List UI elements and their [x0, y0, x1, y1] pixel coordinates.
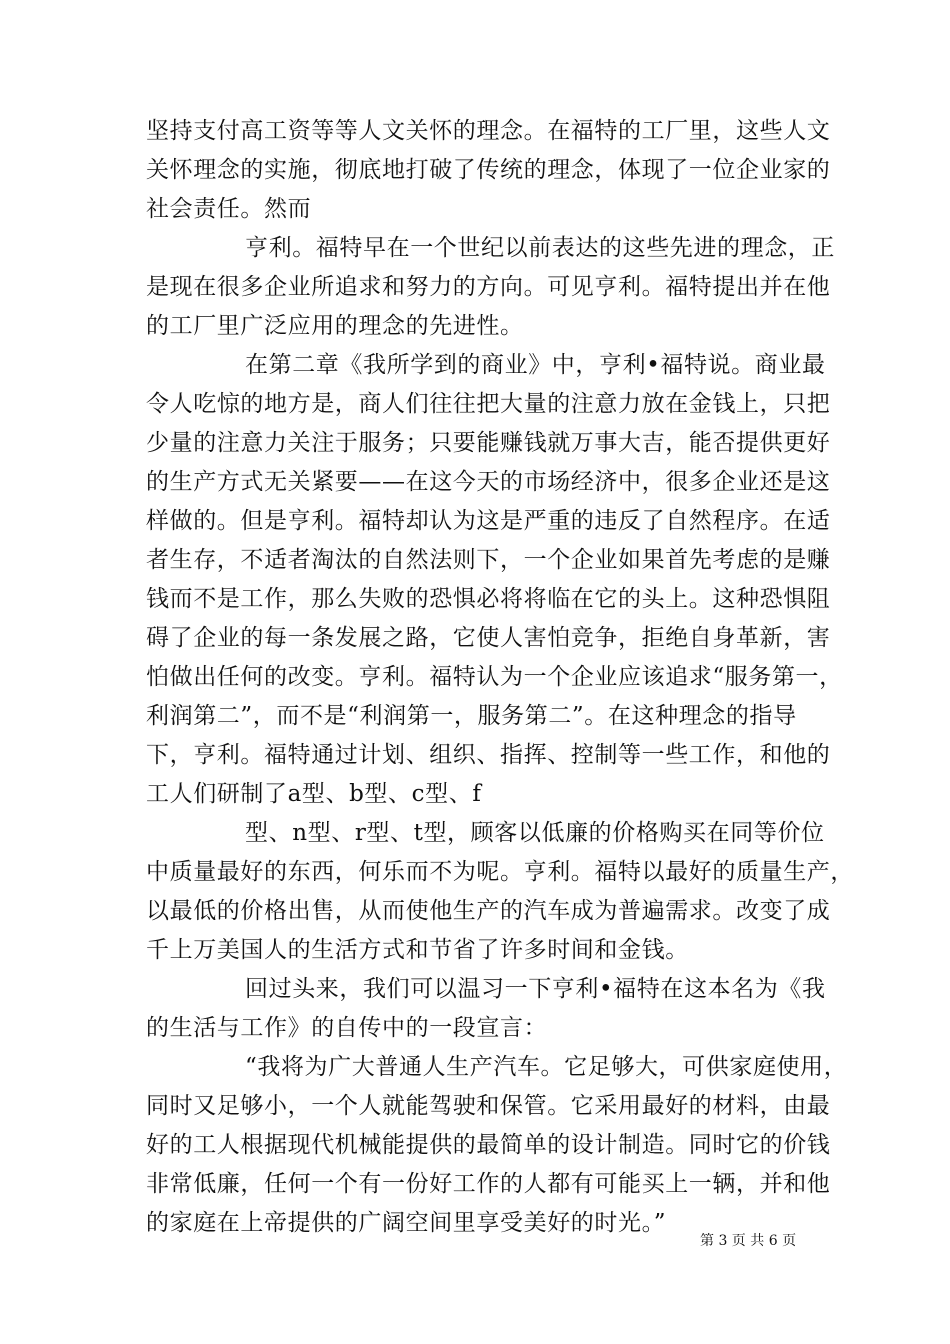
text-line: 非常低廉，任何一个有一份好工作的人都有可能买上一辆，并和他 [146, 1171, 831, 1197]
text-line: 的生活与工作》的自传中的一段宣言： [146, 1015, 548, 1041]
text-line: “我将为广大普通人生产汽车。它足够大，可供家庭使用， [245, 1054, 848, 1080]
text-line: 工人们研制了a型、b型、c型、f [146, 781, 482, 807]
text-line: 千上万美国人的生活方式和节省了许多时间和金钱。 [146, 937, 689, 963]
text-line: 型、n型、r型、t型，顾客以低廉的价格购买在同等价位 [245, 820, 825, 846]
text-line: 是现在很多企业所追求和努力的方向。可见亨利。福特提出并在他 [146, 274, 831, 300]
text-line: 利润第二”，而不是“利润第一，服务第二”。在这种理念的指导 [146, 703, 797, 729]
text-line: 者生存，不适者淘汰的自然法则下，一个企业如果首先考虑的是赚 [146, 547, 831, 573]
text-line: 少量的注意力关注于服务；只要能赚钱就万事大吉，能否提供更好 [146, 430, 831, 456]
text-line: 中质量最好的东西，何乐而不为呢。亨利。福特以最好的质量生产， [146, 859, 854, 885]
text-line: 下，亨利。福特通过计划、组织、指挥、控制等一些工作，和他的 [146, 742, 831, 768]
page-number: 第 3 页 共 6 页 [700, 1233, 797, 1249]
text-line: 好的工人根据现代机械能提供的最简单的设计制造。同时它的价钱 [146, 1132, 831, 1158]
text-line: 的生产方式无关紧要——在这今天的市场经济中，很多企业还是这 [146, 469, 831, 495]
text-line: 亨利。福特早在一个世纪以前表达的这些先进的理念，正 [245, 235, 835, 261]
text-line: 回过头来，我们可以温习一下亨利•福特在这本名为《我 [245, 976, 826, 1002]
text-line: 以最低的价格出售，从而使他生产的汽车成为普遍需求。改变了成 [146, 898, 831, 924]
text-line: 的工厂里广泛应用的理念的先进性。 [146, 313, 524, 339]
text-line: 在第二章《我所学到的商业》中，亨利•福特说。商业最 [245, 352, 826, 378]
text-line: 样做的。但是亨利。福特却认为这是严重的违反了自然程序。在适 [146, 508, 831, 534]
text-line: 社会责任。然而 [146, 196, 312, 222]
text-line: 令人吃惊的地方是，商人们往往把大量的注意力放在金钱上，只把 [146, 391, 831, 417]
text-line: 怕做出任何的改变。亨利。福特认为一个企业应该追求“服务第一， [146, 664, 843, 690]
text-line: 钱而不是工作，那么失败的恐惧必将将临在它的头上。这种恐惧阻 [146, 586, 831, 612]
text-line: 的家庭在上帝提供的广阔空间里享受美好的时光。” [146, 1210, 667, 1236]
text-line: 碍了企业的每一条发展之路，它使人害怕竞争，拒绝自身革新，害 [146, 625, 831, 651]
text-line: 关怀理念的实施，彻底地打破了传统的理念，体现了一位企业家的 [146, 157, 831, 183]
text-line: 坚持支付高工资等等人文关怀的理念。在福特的工厂里，这些人文 [146, 118, 831, 144]
text-line: 同时又足够小，一个人就能驾驶和保管。它采用最好的材料，由最 [146, 1093, 831, 1119]
